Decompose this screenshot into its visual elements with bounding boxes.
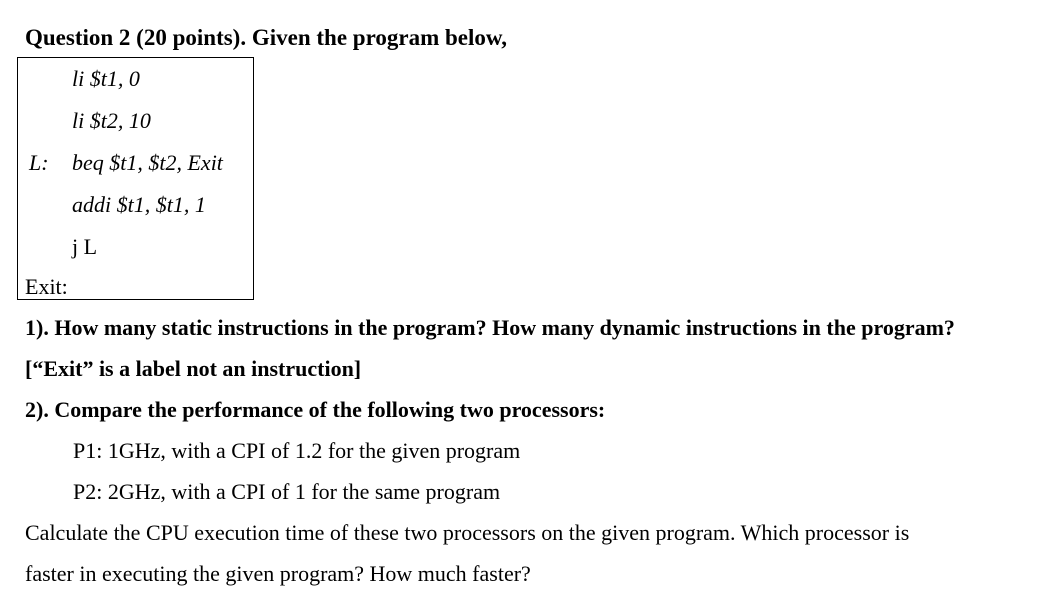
part2-question: 2). Compare the performance of the following two processors:	[25, 397, 606, 422]
loop-label: L:	[29, 150, 49, 175]
instruction-li-t1: li $t1, 0	[72, 66, 140, 91]
part1-note: [“Exit” is a label not an instruction]	[25, 356, 362, 381]
instruction-jump: j L	[72, 234, 98, 259]
part2-task-line-1: Calculate the CPU execution time of these two processors on the given program. Which processor is	[25, 520, 910, 545]
question-heading: Question 2 (20 points). Given the program below,	[25, 25, 507, 50]
part1-question: 1). How many static instructions in the program? How many dynamic instructions in the program?	[25, 315, 955, 340]
processor-p2-spec: P2: 2GHz, with a CPI of 1 for the same program	[73, 479, 501, 504]
instruction-beq: beq $t1, $t2, Exit	[72, 150, 223, 175]
processor-p1-spec: P1: 1GHz, with a CPI of 1.2 for the given program	[73, 438, 521, 463]
part2-task-line-2: faster in executing the given program? How much faster?	[25, 561, 531, 586]
instruction-li-t2: li $t2, 10	[72, 108, 151, 133]
code-listing-box	[17, 57, 254, 300]
exit-label: Exit:	[25, 274, 68, 299]
instruction-addi: addi $t1, $t1, 1	[72, 192, 206, 217]
